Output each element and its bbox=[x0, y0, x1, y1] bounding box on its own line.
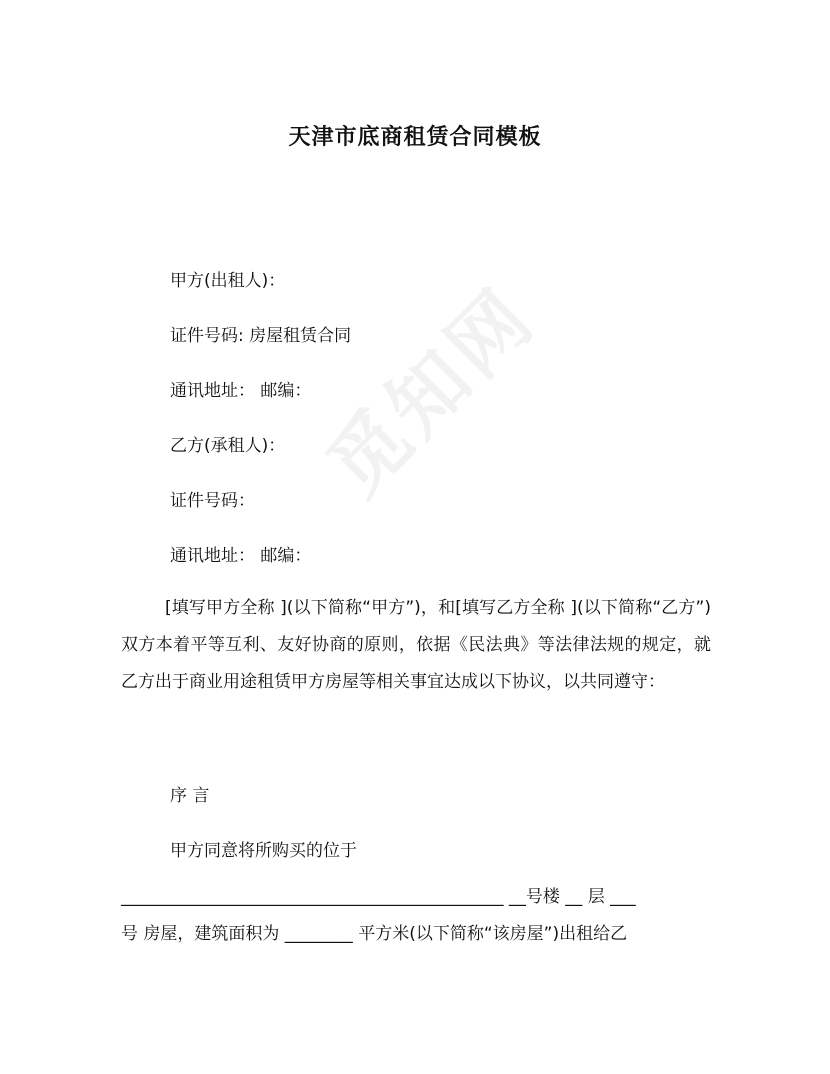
party-b-label: 乙方(承租人)： bbox=[170, 436, 286, 456]
lease-paragraph-end: 号 房屋，建筑面积为 ________ 平方米(以下简称“该房屋”)出租给乙 bbox=[121, 924, 628, 944]
watermark: 觅知网 bbox=[311, 271, 554, 514]
party-a-address: 通讯地址： 邮编： bbox=[170, 381, 312, 401]
intro-paragraph bbox=[121, 590, 711, 701]
party-a-id-number: 证件号码: 房屋租赁合同 bbox=[170, 326, 352, 346]
address-blank-row: _____________________________________________ __号楼 __ 层 ___ bbox=[121, 887, 636, 907]
document-title: 天津市底商租赁合同模板 bbox=[288, 125, 542, 150]
lease-paragraph-start: 甲方同意将所购买的位于 bbox=[170, 841, 357, 861]
intro-paragraph-text: [填写甲方全称 ](以下简称“甲方”)，和[填写乙方全称 ](以下简称“乙方”)双方本着平等互利、友好协商的原则，依据《民法典》等法律法规的规定，就乙方出于商业用途租赁甲方房屋等相关事宜达成以下协议，以共同遵守： bbox=[121, 598, 711, 692]
party-b-id-number: 证件号码： bbox=[170, 491, 255, 511]
party-b-address: 通讯地址： 邮编： bbox=[170, 546, 312, 566]
preface-heading: 序 言 bbox=[170, 786, 210, 806]
party-a-label: 甲方(出租人)： bbox=[170, 271, 286, 291]
